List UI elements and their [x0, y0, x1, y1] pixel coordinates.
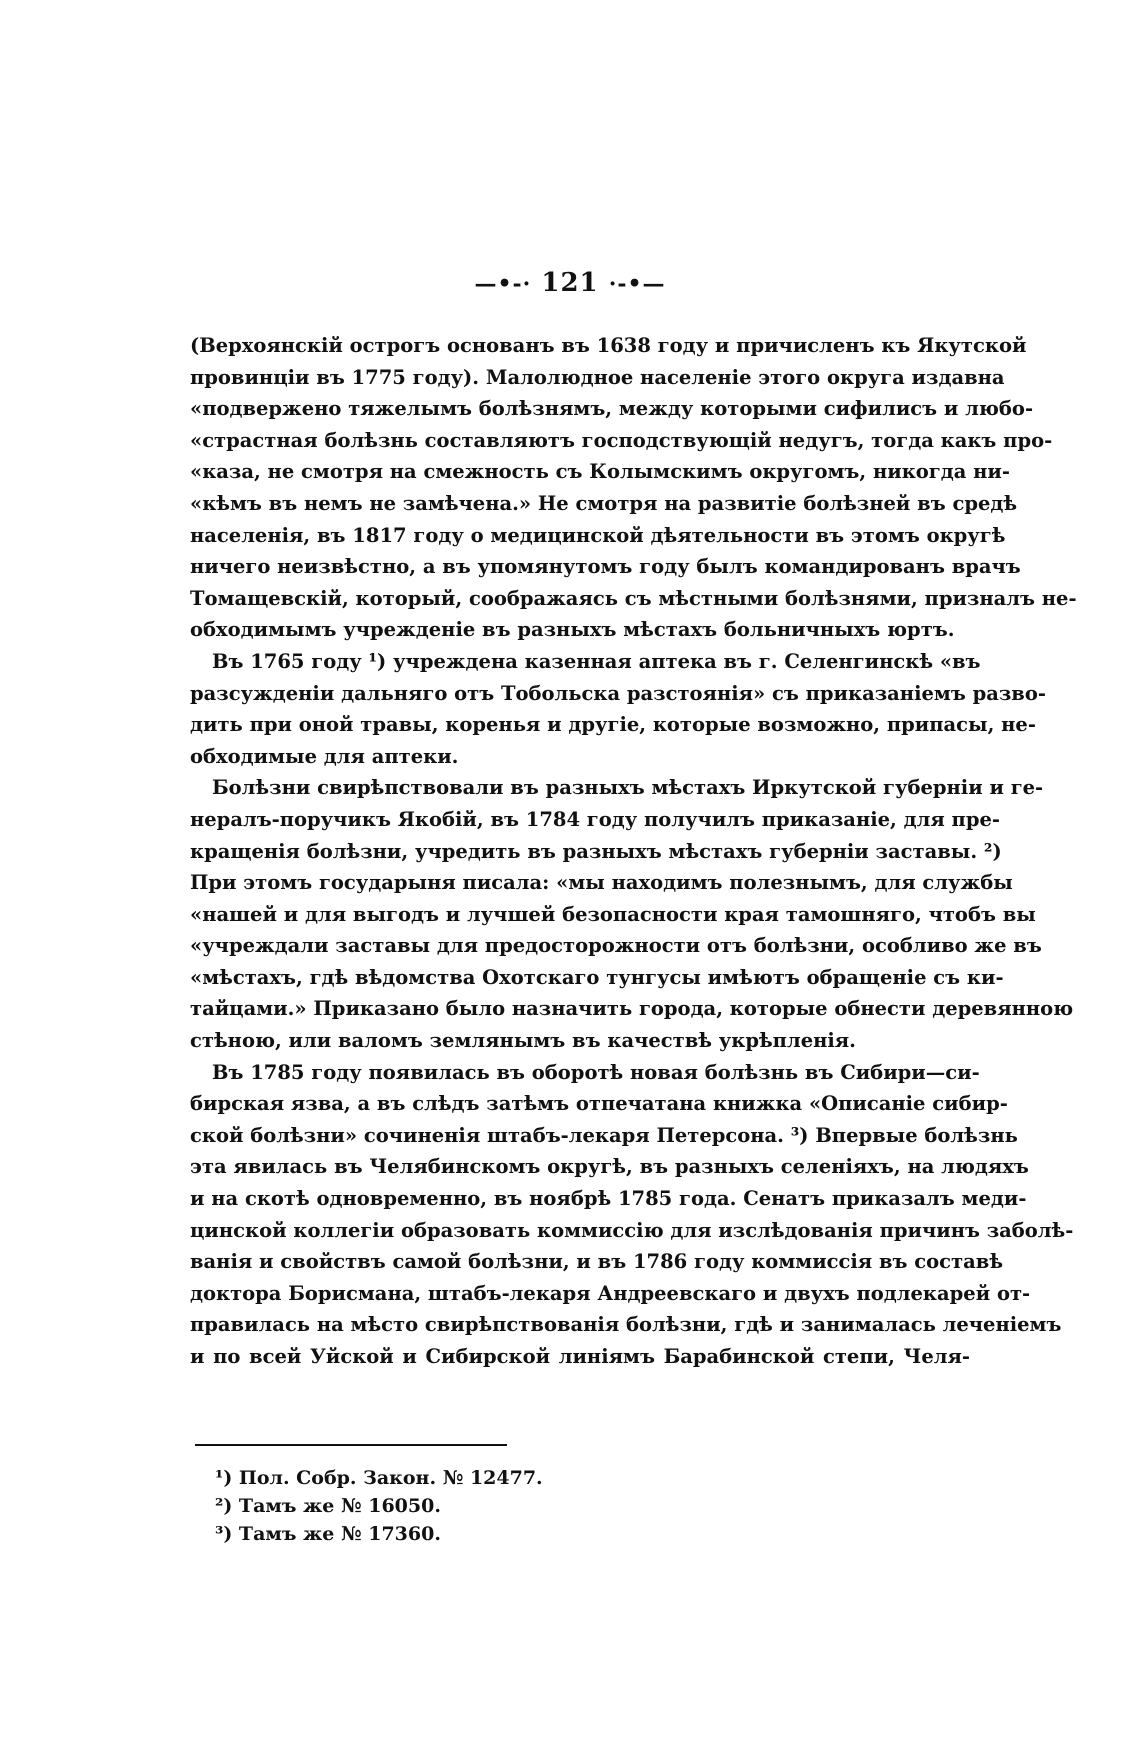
text-line: «мѣстахъ, гдѣ вѣдомства Охотскаго тунгусы имѣютъ обращеніе съ ки- [190, 965, 1004, 989]
text-line: стѣною, или валомъ землянымъ въ качествѣ укрѣпленія. [190, 1029, 856, 1053]
text-line: тайцами.» Приказано было назначить города, которые обнести деревянною [190, 997, 1074, 1021]
text-line: обходимымъ учрежденіе въ разныхъ мѣстахъ больничныхъ юртъ. [190, 618, 955, 642]
text-line: правилась на мѣсто свирѣпствованія болѣзни, гдѣ и занималась леченіемъ [190, 1313, 1062, 1337]
text-line: Томащевскій, который, соображаясь съ мѣстными болѣзнями, призналъ не- [190, 586, 1077, 610]
text-line: ванія и свойствъ самой болѣзни, и въ 1786 году коммиссія въ составѣ [190, 1250, 1004, 1274]
text-line: дить при оной травы, коренья и другіе, которые возможно, припасы, не- [190, 713, 1036, 737]
page-number: 121 [541, 268, 599, 298]
text-line: цинской коллегіи образовать коммиссію для изслѣдованія причинъ заболѣ- [190, 1218, 1074, 1242]
text-line: и на скотѣ одновременно, въ ноябрѣ 1785 года. Сенатъ приказалъ меди- [190, 1187, 1027, 1211]
text-line: и по всей Уйской и Сибирской линіямъ Барабинской степи, Челя- [190, 1345, 970, 1368]
text-line: доктора Борисмана, штабъ-лекаря Андреевскаго и двухъ подлекарей от- [190, 1281, 1031, 1305]
text-line: обходимые для аптеки. [190, 744, 459, 768]
body-text [190, 330, 1077, 1373]
text-line: ничего неизвѣстно, а въ упомянутомъ году былъ командированъ врачъ [190, 555, 1021, 579]
text-line: При этомъ государыня писала: «мы находимъ полезнымъ, для службы [190, 871, 1013, 895]
text-line: «каза, не смотря на смежность съ Колымскимъ округомъ, никогда ни- [190, 460, 1010, 484]
right-ornament-icon: ·‑•— [608, 271, 666, 297]
text-line: эта явилась въ Челябинскомъ округѣ, въ разныхъ селеніяхъ, на людяхъ [190, 1155, 1029, 1179]
footnote: ³) Тамъ же № 17360. [215, 1523, 441, 1545]
text-line: ской болѣзни» сочиненія штабъ-лекаря Петерсона. ³) Впервые болѣзнь [190, 1123, 1018, 1147]
text-line: Болѣзни свирѣпствовали въ разныхъ мѣстахъ Иркутской губерніи и ге- [212, 776, 1044, 800]
text-line: «подвержено тяжелымъ болѣзнямъ, между которыми сифилисъ и любо- [190, 397, 1034, 421]
left-ornament-icon: —•‑· [474, 271, 532, 297]
text-line: «нашей и для выгодъ и лучшей безопасности края тамошняго, чтобъ вы [190, 902, 1036, 926]
text-line: провинціи въ 1775 году). Малолюдное населеніе этого округа издавна [190, 365, 1005, 389]
footnote: ¹) Пол. Собр. Закон. № 12477. [215, 1467, 543, 1489]
footnote: ²) Тамъ же № 16050. [215, 1495, 441, 1517]
text-line: «страстная болѣзнь составляютъ господствующій недугъ, тогда какъ про- [190, 428, 1053, 452]
text-line: (Верхоянскій острогъ основанъ въ 1638 году и причисленъ къ Якутской [190, 334, 1027, 357]
footnotes [215, 1464, 715, 1548]
text-line: нералъ-поручикъ Якобій, въ 1784 году получилъ приказаніе, для пре- [190, 807, 1000, 831]
text-line: «учреждали заставы для предосторожности отъ болѣзни, особливо же въ [190, 934, 1042, 958]
text-line: кращенія болѣзни, учредить въ разныхъ мѣстахъ губерніи заставы. ²) [190, 839, 1002, 863]
page-header [0, 268, 1140, 298]
text-line: «кѣмъ въ немъ не замѣчена.» Не смотря на развитіе болѣзней въ средѣ [190, 491, 1018, 515]
text-line: населенія, въ 1817 году о медицинской дѣятельности въ этомъ округѣ [190, 523, 1006, 547]
text-line: Въ 1785 году появилась въ оборотѣ новая болѣзнь въ Сибири—си- [212, 1060, 980, 1084]
text-line: бирская язва, а въ слѣдъ затѣмъ отпечатана книжка «Описаніе сибир- [190, 1092, 1008, 1116]
text-line: разсужденіи дальняго отъ Тобольска разстоянія» съ приказаніемъ разво- [190, 681, 1046, 705]
text-line: Въ 1765 году ¹) учреждена казенная аптека въ г. Селенгинскѣ «въ [212, 649, 981, 673]
footnote-divider [195, 1444, 507, 1446]
